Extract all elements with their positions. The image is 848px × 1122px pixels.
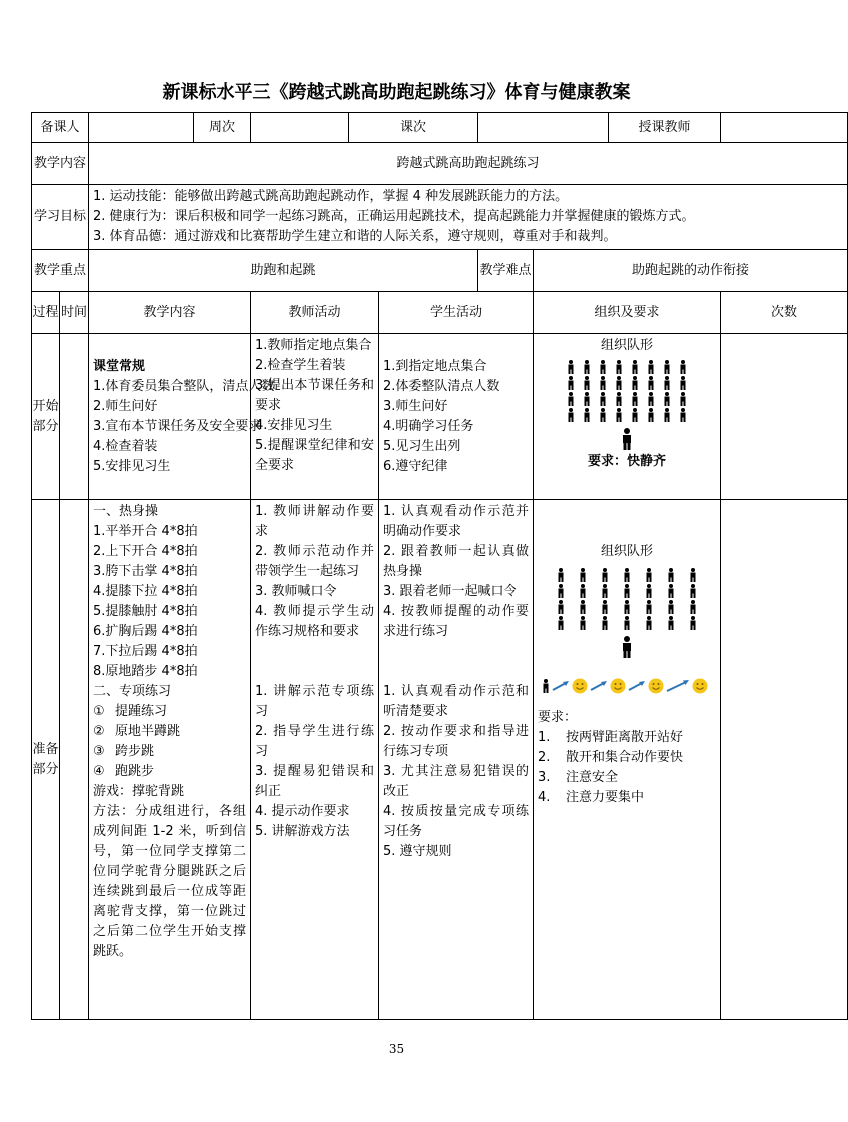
warmup-item: 4.提膝下拉 4*8拍 (93, 584, 198, 599)
student-figure-icon (663, 408, 671, 422)
student-figure-icon (631, 376, 639, 390)
arrow-icon (552, 680, 570, 692)
prep-teacher-item: 5. 讲解游戏方法 (255, 824, 350, 839)
arrow-icon (628, 680, 646, 692)
student-figure-icon (645, 600, 653, 614)
student-figure-icon (579, 584, 587, 598)
warmup-item: 2.上下开合 4*8拍 (93, 544, 198, 559)
prep-student-item: 1. 认真观看动作示范并明确动作要求 (383, 504, 530, 539)
student-figure-icon (667, 616, 675, 630)
teacher-label: 备课人 (32, 113, 89, 143)
student-figure-icon (599, 392, 607, 406)
start-times (721, 334, 848, 500)
student-figure-icon (599, 376, 607, 390)
student-figure-icon (663, 360, 671, 374)
prep-req-item: 1. 按两臂距离散开站好 (538, 730, 684, 745)
col-times: 次数 (721, 292, 848, 334)
spacer (383, 642, 529, 682)
start-content-item: 4.检查着装 (93, 438, 158, 454)
student-figure-icon (599, 360, 607, 374)
start-student-item: 1.到指定地点集合 (383, 358, 487, 374)
student-row (538, 600, 716, 614)
start-content-item: 1.体育委员集合整队，清点人数 (93, 378, 275, 394)
student-figure-icon (623, 568, 631, 582)
col-teacher: 教师活动 (251, 292, 379, 334)
difficulty-value: 助跑起跳的动作衔接 (534, 250, 848, 292)
difficulty-label: 教学难点 (478, 250, 534, 292)
start-heading: 课堂常规 (93, 358, 146, 374)
runner-figure-icon (542, 679, 550, 693)
objective-item: 3. 体育品德：通过游戏和比赛帮助学生建立和谐的人际关系，遵守规则，尊重对手和裁判。 (93, 229, 617, 244)
student-row (534, 376, 720, 390)
student-figure-icon (679, 408, 687, 422)
week-label: 周次 (194, 113, 251, 143)
start-formation (534, 360, 720, 422)
instructor-value (721, 113, 848, 143)
start-student-item: 2.体委整队清点人数 (383, 378, 500, 394)
student-figure-icon (679, 360, 687, 374)
start-teacher (251, 334, 379, 500)
prep-student-item: 5. 遵守规则 (383, 844, 452, 859)
student-figure-icon (667, 584, 675, 598)
start-teacher-item: 2.检查学生着装 (255, 358, 346, 373)
prep-org-title: 组织队形 (601, 544, 654, 559)
student-figure-icon (601, 616, 609, 630)
start-content-item: 3.宣布本节课任务及安全要求 (93, 418, 262, 434)
smiley-icon (610, 678, 626, 694)
student-figure-icon (647, 392, 655, 406)
student-figure-icon (601, 584, 609, 598)
student-figure-icon (645, 616, 653, 630)
instructor-label: 授课教师 (609, 113, 721, 143)
prep-req-heading: 要求： (538, 710, 578, 725)
student-figure-icon (647, 376, 655, 390)
page-number: 35 (388, 1042, 405, 1056)
student-row (538, 616, 716, 630)
content-row (32, 143, 848, 185)
warmup-item: 5.提膝触肘 4*8拍 (93, 604, 198, 619)
prep-teacher-item: 3. 提醒易犯错误和纠正 (255, 764, 375, 799)
student-figure-icon (557, 584, 565, 598)
student-figure-icon (599, 408, 607, 422)
start-org (534, 334, 721, 500)
student-figure-icon (689, 600, 697, 614)
key-points-value: 助跑和起跳 (89, 250, 478, 292)
student-figure-icon (579, 616, 587, 630)
student-figure-icon (689, 616, 697, 630)
student-figure-icon (623, 616, 631, 630)
start-time (60, 334, 89, 500)
prep-teacher-item: 1. 讲解示范专项练习 (255, 684, 375, 719)
student-figure-icon (615, 360, 623, 374)
page-title: 新课标水平三《跨越式跳高助跑起跳练习》体育与健康教案 (162, 82, 631, 103)
student-figure-icon (615, 376, 623, 390)
student-row (534, 392, 720, 406)
prep-student-item: 2. 按动作要求和指导进行练习专项 (383, 724, 530, 759)
spacer (255, 642, 374, 682)
student-figure-icon (647, 360, 655, 374)
student-figure-icon (557, 600, 565, 614)
start-student-item: 5.见习生出列 (383, 438, 461, 454)
warmup-item: 6.扩胸后踢 4*8拍 (93, 624, 198, 639)
jump-sequence-diagram (542, 678, 716, 694)
keypoints-row (32, 250, 848, 292)
objective-item: 1. 运动技能：能够做出跨越式跳高助跑起跳动作，掌握 4 种发展跳跃能力的方法。 (93, 189, 569, 204)
student-figure-icon (645, 584, 653, 598)
student-figure-icon (567, 360, 575, 374)
student-figure-icon (583, 408, 591, 422)
student-figure-icon (579, 600, 587, 614)
student-figure-icon (663, 392, 671, 406)
start-phase: 开始部分 (32, 334, 60, 500)
student-figure-icon (583, 376, 591, 390)
smiley-icon (692, 678, 708, 694)
lesson-value (478, 113, 609, 143)
prep-student-item: 2. 跟着教师一起认真做热身操 (383, 544, 530, 579)
prep-content (89, 500, 251, 1020)
prep-teacher-item: 2. 教师示范动作并带领学生一起练习 (255, 544, 375, 579)
column-header-row (32, 292, 848, 334)
student-figure-icon (583, 360, 591, 374)
content-value: 跨越式跳高助跑起跳练习 (89, 143, 848, 185)
start-teacher-item: 4.安排见习生 (255, 418, 333, 433)
teacher-value (89, 113, 194, 143)
student-figure-icon (579, 568, 587, 582)
student-figure-icon (623, 600, 631, 614)
student-figure-icon (689, 584, 697, 598)
student-figure-icon (557, 616, 565, 630)
col-time: 时间 (60, 292, 89, 334)
prep-times (721, 500, 848, 1020)
start-org-title: 组织队形 (601, 338, 654, 353)
warmup-item: 3.胯下击掌 4*8拍 (93, 564, 198, 579)
start-org-requirement: 要求：快静齐 (588, 454, 667, 469)
col-content: 教学内容 (89, 292, 251, 334)
prep-teacher-item: 4. 提示动作要求 (255, 804, 350, 819)
col-student: 学生活动 (379, 292, 534, 334)
objectives-row (32, 185, 848, 250)
arrow-icon (590, 680, 608, 692)
prep-formation (538, 568, 716, 630)
special-item: ④ 跑跳步 (93, 764, 155, 779)
special-item: ③ 跨步跳 (93, 744, 155, 759)
week-value (251, 113, 349, 143)
warmup-item: 7.下拉后踢 4*8拍 (93, 644, 198, 659)
prep-section-row (32, 500, 848, 1020)
objectives-list (89, 185, 848, 250)
student-row (534, 360, 720, 374)
student-figure-icon (615, 392, 623, 406)
prep-student-item: 3. 跟着老师一起喊口令 (383, 584, 517, 599)
student-figure-icon (679, 392, 687, 406)
student-figure-icon (631, 392, 639, 406)
warmup-item: 8.原地踏步 4*8拍 (93, 664, 198, 679)
prep-student-item: 1. 认真观看动作示范和听清楚要求 (383, 684, 530, 719)
student-figure-icon (583, 392, 591, 406)
warmup-item: 一、热身操 (93, 504, 159, 519)
prep-teacher-item: 1. 教师讲解动作要求 (255, 504, 375, 539)
student-figure-icon (601, 568, 609, 582)
start-student-item: 4.明确学习任务 (383, 418, 474, 434)
student-figure-icon (663, 376, 671, 390)
student-figure-icon (567, 376, 575, 390)
objective-item: 2. 健康行为：课后积极和同学一起练习跳高，正确运用起跳技术，提高起跳能力并掌握健康的锻炼方式。 (93, 209, 695, 224)
start-teacher-item: 3.提出本节课任务和要求 (255, 378, 375, 413)
arrow-icon (666, 679, 690, 693)
student-figure-icon (667, 600, 675, 614)
smiley-icon (572, 678, 588, 694)
content-label: 教学内容 (32, 143, 89, 185)
start-student (379, 334, 534, 500)
student-figure-icon (679, 376, 687, 390)
teacher-figure-icon (621, 428, 633, 450)
prep-student-item: 4. 按质按量完成专项练习任务 (383, 804, 530, 839)
prep-org (534, 500, 721, 1020)
student-figure-icon (631, 408, 639, 422)
student-figure-icon (557, 568, 565, 582)
start-content (89, 334, 275, 500)
warmup-item: 1.平举开合 4*8拍 (93, 524, 198, 539)
student-figure-icon (667, 568, 675, 582)
student-figure-icon (631, 360, 639, 374)
prep-teacher-item: 3. 教师喊口令 (255, 584, 337, 599)
prep-req-item: 4. 注意力要集中 (538, 790, 645, 805)
student-figure-icon (615, 408, 623, 422)
start-student-item: 3.师生问好 (383, 398, 448, 414)
special-heading: 二、专项练习 (93, 684, 172, 699)
student-row (538, 584, 716, 598)
prep-phase: 准备部分 (32, 500, 60, 1020)
student-figure-icon (645, 568, 653, 582)
lesson-label: 课次 (349, 113, 478, 143)
special-item: ② 原地半蹲跳 (93, 724, 181, 739)
prep-student (379, 500, 534, 1020)
start-content-item: 2.师生问好 (93, 398, 158, 414)
header-row (32, 113, 848, 143)
start-teacher-item: 5.提醒课堂纪律和安全要求 (255, 438, 375, 473)
lesson-plan-table (31, 112, 848, 1020)
col-process: 过程 (32, 292, 60, 334)
special-item: ① 提踵练习 (93, 704, 168, 719)
start-student-item: 6.遵守纪律 (383, 458, 448, 474)
prep-teacher-item: 2. 指导学生进行练习 (255, 724, 375, 759)
start-section-row (32, 334, 848, 500)
student-figure-icon (567, 392, 575, 406)
prep-student-item: 3. 尤其注意易犯错误的改正 (383, 764, 530, 799)
col-org: 组织及要求 (534, 292, 721, 334)
student-figure-icon (567, 408, 575, 422)
key-points-label: 教学重点 (32, 250, 89, 292)
prep-teacher (251, 500, 379, 1020)
prep-req-item: 2. 散开和集合动作要快 (538, 750, 684, 765)
student-figure-icon (601, 600, 609, 614)
teacher-figure-icon (621, 636, 633, 658)
prep-student-item: 4. 按教师提醒的动作要求进行练习 (383, 604, 530, 639)
student-figure-icon (647, 408, 655, 422)
student-row (538, 568, 716, 582)
student-figure-icon (689, 568, 697, 582)
start-content-item: 5.安排见习生 (93, 458, 171, 474)
game-heading: 游戏：撑驼背跳 (93, 784, 185, 799)
prep-time (60, 500, 89, 1020)
prep-req-item: 3. 注意安全 (538, 770, 619, 785)
game-description: 方法：分成组进行，各组成列间距 1-2 米，听到信号，第一位同学支撑第二位同学驼背分腿跳跃之后连续跳到最后一位成等距离驼背支撑，第一位跳过之后第二位学生开始支撑跳跃。 (93, 804, 247, 959)
student-row (534, 408, 720, 422)
smiley-icon (648, 678, 664, 694)
start-teacher-item: 1.教师指定地点集合 (255, 338, 372, 353)
objectives-label: 学习目标 (32, 185, 89, 250)
prep-teacher-item: 4. 教师提示学生动作练习规格和要求 (255, 604, 375, 639)
student-figure-icon (623, 584, 631, 598)
